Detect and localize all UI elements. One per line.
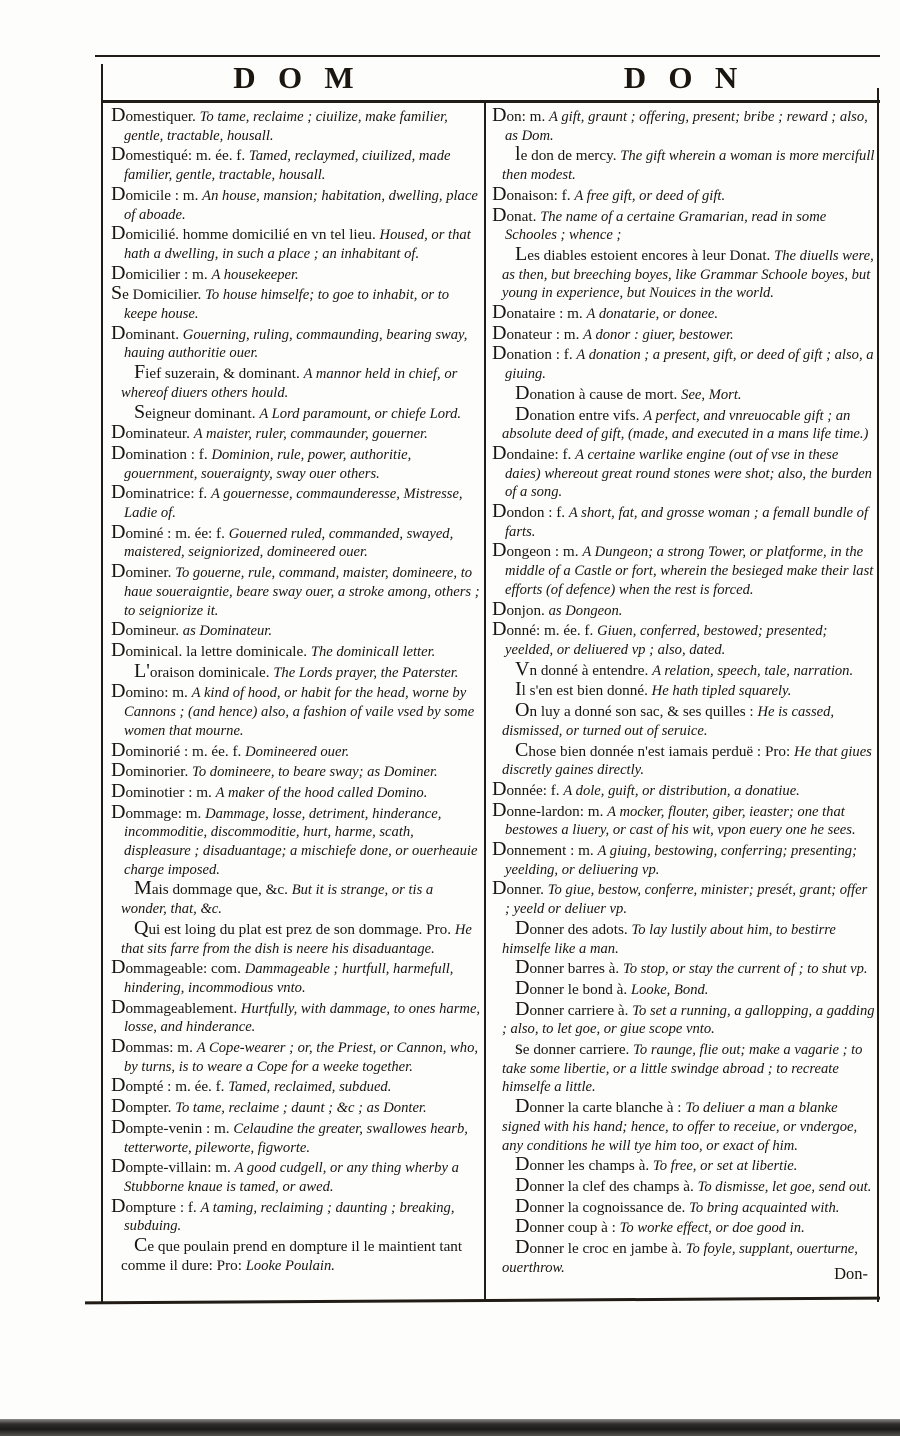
entry-gloss: Gouerning, ruling, commaunding, bearing sway, hauing authoritie ouer.: [124, 326, 468, 362]
entry-headword: Donner barres à.: [515, 956, 623, 979]
dictionary-entry: [492, 777, 875, 801]
entry-gloss: See, Mort.: [681, 386, 742, 403]
header-bottom-rule: [103, 100, 880, 103]
dictionary-entry: [111, 321, 482, 363]
entry-gloss: A donation ; a present, gift, or deed of gift ; also, a giuing.: [505, 347, 874, 383]
dictionary-entry: [492, 680, 875, 701]
dictionary-entry: [111, 738, 482, 762]
entry-gloss: A kind of hood, or habit for the head, worne by Cannons ; (and hence) also, a fashion of vaile vsed by some women that mourne.: [124, 685, 475, 739]
entry-headword: Donat.: [492, 203, 541, 226]
entry-headword: Dompter.: [111, 1095, 176, 1118]
entry-gloss: A donatarie, or donee.: [586, 306, 718, 323]
frame-left-border: [101, 64, 103, 1302]
entry-headword: Domination : f.: [111, 441, 212, 464]
entry-headword: Dommas: m.: [111, 1035, 197, 1058]
entry-gloss: To dismisse, let goe, send out.: [697, 1178, 872, 1195]
dictionary-entry: [492, 381, 875, 405]
entry-headword: se donner carriere.: [515, 1037, 634, 1060]
dictionary-entry: [492, 701, 875, 740]
entry-headword: Les diables estoient encores à leur Donat.: [515, 242, 775, 265]
entry-headword: Domestiqué: m. ée. f.: [111, 143, 249, 166]
entry-headword: Dominateur.: [111, 421, 194, 444]
entry-headword: Vn donné à entendre.: [515, 657, 653, 680]
dictionary-entry: [492, 1173, 875, 1197]
entry-gloss: A Lord paramount, or chiefe Lord.: [259, 405, 462, 422]
entry-gloss: Housed, or that hath a dwelling, in such a place ; an inhabitant of.: [124, 227, 471, 262]
entry-gloss: A maker of the hood called Domino.: [215, 784, 428, 801]
dictionary-entry: [111, 958, 482, 997]
entry-gloss: He that sits farre from the dish is neere his disaduantage.: [121, 921, 472, 957]
entry-headword: Dominé : m. ée: f.: [111, 520, 229, 543]
entry-gloss: A gift, graunt ; offering, present; bribe ; reward ; also, as Dom.: [505, 109, 868, 144]
dictionary-entry: [492, 203, 875, 245]
entry-gloss: To stop, or stay the current of ; to shut vp.: [622, 961, 868, 978]
entry-gloss: He hath tipled squarely.: [651, 683, 792, 700]
entry-headword: Seigneur dominant.: [134, 400, 260, 423]
entry-gloss: A relation, speech, tale, narration.: [652, 662, 854, 679]
entry-gloss: A mocker, flouter, giber, ieaster; one that bestowes a liuery, or cast of his wit, vpon euery one he sees.: [505, 803, 856, 839]
entry-gloss: Gouerned ruled, commanded, swayed, maistered, seigniorized, domineered ouer.: [124, 525, 454, 561]
entry-gloss: A maister, ruler, commaunder, gouerner.: [193, 426, 428, 443]
dictionary-entry: [111, 483, 482, 522]
entry-headword: Mais dommage que, &c.: [134, 877, 292, 900]
frame-top-rule: [95, 55, 880, 57]
entry-headword: Dompte-venin : m.: [111, 1115, 234, 1138]
entry-gloss: A perfect, and vnreuocable gift ; an absolute deed of gift, (made, and executed in a mans life time.): [502, 407, 869, 443]
entry-headword: Dondon : f.: [492, 500, 569, 523]
entry-gloss: The name of a certaine Gramarian, read in some Schooles ; whence ;: [505, 208, 827, 244]
entry-headword: Donateur : m.: [492, 321, 584, 344]
dictionary-entry: [111, 761, 482, 782]
entry-headword: On luy a donné son sac, & ses quilles :: [515, 699, 758, 722]
entry-headword: Domino: m.: [111, 680, 192, 703]
dictionary-entry: [111, 800, 482, 880]
entry-headword: Donaison: f.: [492, 182, 575, 205]
dictionary-entry: [492, 997, 875, 1039]
dictionary-entry: [492, 106, 875, 145]
dictionary-entry: [492, 798, 875, 840]
dictionary-entry: [492, 242, 875, 303]
dictionary-entry: [492, 1194, 875, 1218]
entry-headword: Donner la carte blanche à :: [515, 1095, 686, 1118]
entry-gloss: To free, or set at libertie.: [652, 1158, 798, 1175]
entry-headword: Dongeon : m.: [492, 539, 583, 562]
dictionary-entry: [111, 1194, 482, 1236]
entry-headword: Donataire : m.: [492, 301, 587, 324]
entry-gloss: To lay lustily about him, to bestirre himselfe like a man.: [502, 921, 836, 957]
dictionary-entry: [111, 1157, 482, 1196]
entry-gloss: A short, fat, and grosse woman ; a femall bundle of farts.: [505, 505, 869, 540]
entry-headword: Dommageablement.: [111, 995, 241, 1018]
dictionary-entry: [111, 363, 482, 402]
entry-headword: Donner des adots.: [515, 916, 632, 939]
dictionary-entry: [111, 145, 482, 184]
entry-headword: Don: m.: [492, 106, 550, 126]
entry-gloss: But it is strange, or tis a wonder, that, &c.: [121, 882, 434, 918]
dictionary-entry: [111, 879, 482, 918]
entry-headword: Dominorier.: [111, 759, 193, 782]
dictionary-entry: [492, 1039, 875, 1097]
entry-gloss: He is cassed, dismissed, or turned out of seruice.: [502, 704, 835, 739]
dictionary-entry: [492, 502, 875, 541]
entry-gloss: To raunge, flie out; make a vagarie ; to take some libertie, or a little swindge abroad ; to recreate himselfe a little.: [502, 1042, 863, 1096]
entry-gloss: A good cudgell, or any thing wherby a Stubborne knaue is tamed, or awed.: [124, 1160, 459, 1195]
entry-gloss: A gouernesse, commaunderesse, Mistresse, Ladie of.: [124, 486, 463, 522]
dictionary-entry: [492, 344, 875, 383]
dictionary-entry: [111, 441, 482, 483]
dictionary-entry: [492, 1217, 875, 1238]
entry-gloss: A Cope-wearer ; or, the Priest, or Cannon, who, by turns, is to weare a Cope for a weeke together.: [124, 1040, 479, 1075]
entry-headword: Dominical. la lettre dominicale.: [111, 638, 311, 661]
dictionary-entry: [111, 106, 482, 145]
entry-gloss: The dominicall letter.: [310, 643, 436, 660]
dictionary-entry: [492, 321, 875, 345]
entry-gloss: To gouerne, rule, command, maister, domineere, to haue soueraigntie, beare sway ouer, a stroke among, others ; to seigniorize it.: [124, 565, 480, 619]
entry-headword: Dominatrice: f.: [111, 481, 211, 504]
entry-gloss: A housekeeper.: [211, 266, 299, 283]
entry-headword: Dominer.: [111, 560, 176, 583]
dictionary-entry: [492, 441, 875, 502]
scan-edge-band: [0, 1419, 900, 1436]
entry-headword: Donner les champs à.: [515, 1153, 653, 1176]
entry-headword: Donner le croc en jambe à.: [515, 1236, 686, 1259]
running-head-left: DOM: [233, 60, 377, 95]
entry-gloss: The Lords prayer, the Paterster.: [273, 664, 459, 681]
dictionary-entry: [492, 657, 875, 681]
dictionary-entry: [492, 303, 875, 324]
entry-headword: Dominotier : m.: [111, 779, 216, 802]
entry-headword: Dommageable: com.: [111, 956, 245, 979]
dictionary-entry: [492, 597, 875, 621]
entry-headword: Dompté : m. ée. f.: [111, 1074, 229, 1097]
entry-gloss: Tamed, reclaymed, ciuilized, made familier, gentle, tractable, housall.: [124, 148, 451, 184]
entry-gloss: To giue, bestow, conferre, minister; presét, grant; offer ; yeeld or deliuer vp.: [505, 882, 868, 918]
entry-headword: Domicilier : m.: [111, 261, 212, 284]
dictionary-entry: [492, 145, 875, 184]
entry-headword: Fief suzerain, & dominant.: [134, 361, 304, 384]
column-right-entries: [492, 106, 875, 1298]
dictionary-entry: [492, 976, 875, 1000]
dictionary-entry: [492, 402, 875, 444]
entry-headword: Dompture : f.: [111, 1194, 201, 1217]
entry-gloss: To foyle, supplant, ouerturne, ouerthrow.: [502, 1241, 858, 1276]
dictionary-entry: [492, 1155, 875, 1176]
catchword: Don-: [834, 1264, 868, 1283]
entry-headword: Se Domicilier.: [111, 282, 206, 305]
entry-headword: L'oraison dominicale.: [134, 659, 274, 682]
column-divider: [484, 101, 486, 1299]
dictionary-entry: [492, 916, 875, 958]
entry-headword: Ce que poulain prend en dompture il le maintient tant comme il dure: Pro:: [121, 1234, 463, 1274]
dictionary-entry: [111, 995, 482, 1037]
dictionary-entry: [111, 620, 482, 641]
entry-headword: Donner la clef des champs à.: [515, 1173, 698, 1196]
entry-gloss: Looke Poulain.: [245, 1257, 335, 1274]
entry-headword: Dompte-villain: m.: [111, 1155, 235, 1178]
dictionary-entry: [111, 562, 482, 620]
entry-gloss: To deliuer a man a blanke signed with his hand; hence, to offer to receiue, or vndergoe, any conditions he will tye him too, or exact of him.: [502, 1100, 858, 1154]
entry-headword: Il s'en est bien donné.: [515, 678, 652, 701]
entry-gloss: Domineered ouer.: [245, 743, 350, 760]
dictionary-entry: [492, 182, 875, 206]
entry-gloss: Tamed, reclaimed, subdued.: [228, 1079, 392, 1096]
dictionary-entry: [492, 620, 875, 659]
entry-gloss: The gift wherein a woman is more mercifull then modest.: [502, 148, 875, 184]
entry-headword: Chose bien donnée n'est iamais perduë : Pro:: [515, 738, 795, 761]
dictionary-entry: [492, 958, 875, 979]
column-left-entries: [111, 106, 482, 1298]
entry-headword: Donner.: [492, 877, 548, 900]
dictionary-entry: [492, 1097, 875, 1155]
entry-gloss: A giuing, bestowing, conferring; presenting; yeelding, or deliuering vp.: [505, 843, 857, 878]
entry-headword: Dominorié : m. ée. f.: [111, 738, 246, 761]
entry-headword: Qui est loing du plat est prez de son dommage. Pro.: [134, 916, 455, 939]
entry-gloss: To domineere, to beare sway; as Dominer.: [192, 764, 438, 781]
entry-gloss: A Dungeon; a strong Tower, or platforme, in the middle of a Castle or fort, wherein the besieged make their last efforts (of defence) when the rest is forced.: [505, 544, 874, 598]
entry-gloss: A mannor held in chief, or whereof diuers others hould.: [121, 366, 458, 401]
dictionary-entry: [111, 916, 482, 958]
dictionary-entry: [111, 400, 482, 424]
entry-headword: Donation entre vifs.: [515, 402, 644, 425]
entry-headword: Domestiquer.: [111, 106, 200, 126]
dictionary-entry: [111, 284, 482, 323]
dictionary-entry: [111, 1037, 482, 1076]
entry-gloss: Dominion, rule, power, authoritie, gouernment, soueraignty, sway ouer others.: [124, 446, 412, 482]
dictionary-entry: [111, 423, 482, 444]
dictionary-entry: [111, 520, 482, 562]
dictionary-entry: [492, 738, 875, 780]
dictionary-entry: [111, 638, 482, 662]
entry-headword: Dommage: m.: [111, 800, 206, 823]
entry-gloss: The diuells were, as then, but breeching boyes, like Grammar Schoole boyes, but young in experience, but Nouices in the world.: [502, 247, 874, 302]
entry-gloss: Hurtfully, with dammage, to ones harme, losse, and hinderance.: [124, 1000, 481, 1036]
entry-headword: Donjon.: [492, 597, 549, 620]
frame-right-border: [877, 88, 879, 1302]
entry-gloss: as Dominateur.: [182, 623, 272, 640]
entry-headword: Donner carriere à.: [515, 997, 633, 1020]
dictionary-entry: [111, 779, 482, 803]
entry-headword: Donne-lardon: m.: [492, 798, 608, 821]
running-head-right: DON: [623, 60, 760, 95]
entry-headword: Donation : f.: [492, 342, 577, 365]
entry-headword: Donner le bond à.: [515, 976, 632, 999]
entry-headword: le don de mercy.: [515, 143, 621, 166]
entry-gloss: A taming, reclaiming ; daunting ; breaking, subduing.: [124, 1199, 455, 1235]
entry-gloss: A dole, guift, or distribution, a donatiue.: [563, 782, 800, 799]
dictionary-entry: [111, 1236, 482, 1275]
entry-headword: Dominant.: [111, 321, 183, 344]
dictionary-entry: [111, 224, 482, 263]
entry-headword: Donnement : m.: [492, 838, 598, 861]
entry-gloss: as Dongeon.: [548, 602, 623, 619]
dictionary-entry: [111, 1115, 482, 1157]
entry-gloss: Dammageable ; hurtfull, harmefull, hindering, incommodious vnto.: [124, 961, 454, 996]
dictionary-entry: [111, 659, 482, 683]
entry-gloss: A free gift, or deed of gift.: [574, 187, 726, 204]
dictionary-entry: [111, 261, 482, 285]
entry-headword: Donnée: f.: [492, 777, 564, 800]
dictionary-entry: [111, 182, 482, 224]
entry-gloss: To worke effect, or doe good in.: [619, 1220, 805, 1237]
entry-headword: Donner coup à :: [515, 1215, 620, 1238]
entry-gloss: Giuen, conferred, bestowed; presented; yeelded, or deliuered vp ; also, dated.: [505, 623, 828, 658]
entry-headword: Domineur.: [111, 618, 183, 641]
entry-headword: Domicile : m.: [111, 182, 203, 205]
entry-gloss: Celaudine the greater, swallowes hearb, tetterworte, pileworte, figworte.: [124, 1120, 468, 1156]
entry-gloss: He that giues discretly gaines directly.: [502, 743, 872, 779]
entry-headword: Domicilié. homme domicilié en vn tel lieu.: [111, 222, 380, 245]
dictionary-entry: [111, 682, 482, 740]
dictionary-entry: [111, 1097, 482, 1118]
entry-gloss: To set a running, a gallopping, a gadding ; also, to let goe, or giue scope vnto.: [502, 1002, 875, 1038]
entry-gloss: Dammage, losse, detriment, hinderance, incommoditie, discommoditie, hurt, harme, scath, displeasure ; disaduantage; a mischiefe done, or ouerheauie charge imposed.: [124, 805, 478, 878]
entry-headword: Dondaine: f.: [492, 441, 576, 464]
dictionary-entry: [492, 541, 875, 599]
entry-gloss: To tame, reclaime ; daunt ; &c ; as Donter.: [175, 1100, 427, 1117]
entry-headword: Donner la cognoissance de.: [515, 1194, 690, 1217]
dictionary-entry: [492, 840, 875, 879]
entry-gloss: To tame, reclaime ; ciuilize, make familier, gentle, tractable, housall.: [124, 109, 448, 144]
entry-gloss: Looke, Bond.: [631, 981, 709, 998]
entry-gloss: A certaine warlike engine (out of vse in these daies) whereout great round stones were shot; also, the burden of a song.: [505, 446, 872, 501]
entry-gloss: To bring acquainted with.: [689, 1199, 840, 1216]
entry-gloss: A donor : giuer, bestower.: [583, 326, 734, 343]
entry-gloss: To house himselfe; to goe to inhabit, or to keepe house.: [124, 287, 450, 323]
entry-headword: Donation à cause de mort.: [515, 381, 682, 404]
entry-gloss: An house, mansion; habitation, dwelling, place of aboade.: [124, 187, 478, 223]
dictionary-entry: [492, 879, 875, 918]
dictionary-entry: [111, 1076, 482, 1097]
entry-headword: Donné: m. ée. f.: [492, 618, 598, 641]
